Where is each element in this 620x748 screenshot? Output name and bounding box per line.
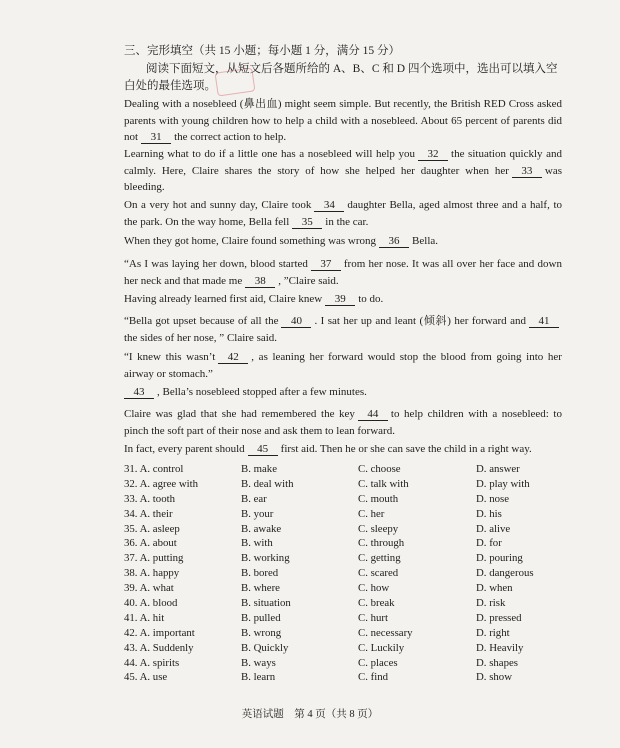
- passage-paragraph-5: [124, 256, 562, 289]
- passage-text: daughter Bella, aged almost three and a half, to the park. On the way home, Bella fell: [124, 199, 562, 228]
- blank-43: 43: [124, 386, 154, 399]
- option-b: B. working: [241, 552, 290, 565]
- passage-text: “Bella got upset because of all the: [124, 315, 279, 327]
- question-44-options: [124, 656, 564, 671]
- option-b: B. wrong: [241, 626, 282, 639]
- passage-text: to do.: [358, 293, 384, 305]
- option-d: D. when: [476, 582, 513, 595]
- option-d: D. pouring: [476, 552, 523, 565]
- option-d: D. right: [476, 626, 510, 639]
- question-32-options: [124, 477, 564, 492]
- option-d: D. play with: [476, 477, 530, 490]
- passage-paragraph-2: [124, 146, 562, 196]
- passage-text: “As I was laying her down, blood started: [124, 258, 308, 270]
- question-45-options: [124, 670, 564, 685]
- option-a: 32. A. agree with: [124, 477, 199, 490]
- passage-text: When they got home, Claire found something was wrong: [124, 235, 377, 247]
- option-c: C. through: [358, 537, 405, 550]
- blank-45: 45: [248, 443, 278, 456]
- option-a: 36. A. about: [124, 537, 177, 550]
- passage-text: Claire was glad that she had remembered the key: [124, 408, 355, 420]
- passage-text: the situation quickly and calmly. Here, Claire shares the story of how she helped her daughter when her: [124, 148, 563, 177]
- blank-34: 34: [314, 199, 344, 212]
- question-33-options: [124, 492, 564, 507]
- option-c: C. scared: [358, 567, 399, 580]
- option-b: B. bored: [241, 567, 279, 580]
- passage-text: to help children with a nosebleed: to pinch the soft part of their nose and ask them to lean forward.: [124, 408, 562, 437]
- option-d: D. alive: [476, 522, 511, 535]
- answer-options: [124, 462, 564, 685]
- option-c: C. break: [358, 597, 395, 610]
- blank-36: 36: [379, 235, 409, 248]
- option-a: 42. A. important: [124, 626, 195, 639]
- option-b: B. pulled: [241, 611, 281, 624]
- passage-text: was bleeding.: [124, 164, 562, 193]
- question-43-options: [124, 641, 564, 656]
- option-a: 31. A. control: [124, 463, 184, 475]
- passage-text: in the car.: [325, 215, 369, 228]
- option-b: B. where: [241, 582, 280, 595]
- option-b: B. ear: [241, 492, 267, 505]
- option-b: B. Quickly: [241, 641, 289, 654]
- passage-text: “I knew this wasn’t: [124, 351, 216, 363]
- option-c: C. Luckily: [358, 641, 405, 654]
- question-36-options: [124, 536, 564, 551]
- option-c: C. sleepy: [358, 522, 399, 535]
- blank-40: 40: [281, 315, 311, 328]
- option-d: D. shapes: [476, 656, 518, 669]
- option-c: C. mouth: [358, 492, 399, 505]
- option-d: D. answer: [476, 463, 520, 475]
- option-a: 38. A. happy: [124, 567, 180, 580]
- section-title: 三、完形填空（共 15 小题；每小题 1 分，满分 15 分）: [124, 45, 400, 57]
- option-a: 34. A. their: [124, 507, 173, 520]
- question-34-options: [124, 507, 564, 522]
- question-31-options: [124, 462, 564, 477]
- passage-text: Having already learned first aid, Claire knew: [124, 293, 323, 305]
- option-d: D. Heavily: [476, 641, 524, 654]
- option-c: C. places: [358, 656, 398, 669]
- passage-paragraph-11: [124, 441, 562, 458]
- passage-paragraph-1: [124, 96, 562, 146]
- option-c: C. talk with: [358, 477, 409, 490]
- option-a: 45. A. use: [124, 671, 168, 684]
- question-42-options: [124, 626, 564, 641]
- option-b: B. with: [241, 537, 273, 550]
- passage-text: , Bella’s nosebleed stopped after a few minutes.: [157, 386, 367, 398]
- passage-text: , as leaning her forward would stop the blood from going into her airway or stomach.”: [124, 351, 562, 380]
- passage-text: the sides of her nose, ” Claire said.: [124, 331, 278, 344]
- option-b: B. situation: [241, 597, 291, 610]
- passage-paragraph-7: [124, 313, 562, 346]
- question-37-options: [124, 551, 564, 566]
- blank-33: 33: [512, 165, 542, 178]
- option-c: C. choose: [358, 463, 401, 475]
- option-a: 35. A. asleep: [124, 522, 180, 535]
- option-d: D. show: [476, 671, 512, 684]
- passage-text: Learning what to do if a little one has a nosebleed will help you: [124, 148, 416, 160]
- option-a: 33. A. tooth: [124, 492, 175, 505]
- option-c: C. how: [358, 582, 390, 595]
- blank-32: 32: [418, 148, 448, 161]
- page-footer: 英语试题 第 4 页（共 8 页）: [241, 709, 379, 720]
- option-d: D. pressed: [476, 611, 522, 624]
- passage-text: first aid. Then he or she can save the child in a right way.: [280, 443, 532, 455]
- passage-paragraph-4: [124, 233, 562, 250]
- option-b: B. your: [241, 507, 274, 520]
- option-a: 40. A. blood: [124, 597, 178, 610]
- section-instruction: 阅读下面短文，从短文后各题所给的 A、B、C 和 D 四个选项中，选出可以填入空白处的最佳选项。: [124, 63, 558, 92]
- option-a: 44. A. spirits: [124, 656, 180, 669]
- passage-text: the correct action to help.: [174, 131, 287, 143]
- passage-paragraph-10: [124, 406, 562, 439]
- option-b: B. ways: [241, 656, 276, 669]
- blank-31: 31: [141, 131, 171, 144]
- blank-42: 42: [218, 351, 248, 364]
- option-a: 37. A. putting: [124, 552, 184, 565]
- blank-38: 38: [245, 275, 275, 288]
- blank-35: 35: [292, 216, 322, 229]
- option-d: D. for: [476, 537, 502, 550]
- option-c: C. necessary: [358, 626, 413, 639]
- passage-paragraph-8: [124, 349, 562, 382]
- option-a: 43. A. Suddenly: [124, 641, 194, 654]
- option-d: D. his: [476, 507, 502, 520]
- option-d: D. dangerous: [476, 567, 534, 580]
- question-39-options: [124, 581, 564, 596]
- question-40-options: [124, 596, 564, 611]
- passage-text: . I sat her up and leant (倾斜) her forward and: [314, 315, 526, 327]
- option-b: B. make: [241, 463, 277, 475]
- question-41-options: [124, 611, 564, 626]
- option-b: B. learn: [241, 671, 276, 684]
- option-a: 39. A. what: [124, 582, 174, 595]
- option-c: C. find: [358, 671, 388, 684]
- question-35-options: [124, 522, 564, 537]
- option-c: C. getting: [358, 552, 401, 565]
- passage-text: , ”Claire said.: [278, 274, 339, 287]
- blank-39: 39: [325, 293, 355, 306]
- question-38-options: [124, 566, 564, 581]
- option-a: 41. A. hit: [124, 611, 165, 624]
- passage-paragraph-6: [124, 291, 562, 308]
- option-b: B. awake: [241, 522, 282, 535]
- passage-paragraph-9: [124, 384, 562, 401]
- option-c: C. her: [358, 507, 385, 520]
- passage-text: On a very hot and sunny day, Claire took: [124, 199, 312, 211]
- passage-paragraph-3: [124, 197, 562, 230]
- blank-37: 37: [311, 258, 341, 271]
- passage-text: In fact, every parent should: [124, 443, 245, 455]
- option-d: D. risk: [476, 597, 506, 610]
- option-b: B. deal with: [241, 477, 294, 490]
- passage-text: from her nose. It was all over her face and down her neck and that made me: [124, 258, 562, 287]
- blank-41: 41: [529, 315, 559, 328]
- option-d: D. nose: [476, 492, 509, 505]
- option-c: C. hurt: [358, 611, 388, 624]
- blank-44: 44: [358, 408, 388, 421]
- passage-text: Bella.: [412, 235, 439, 247]
- passage-text: Dealing with a nosebleed (鼻出血) might seem simple. But recently, the British RED Cross asked parents with young children how to help a child with a nosebleed. About 65 percent of parents did not: [124, 98, 562, 143]
